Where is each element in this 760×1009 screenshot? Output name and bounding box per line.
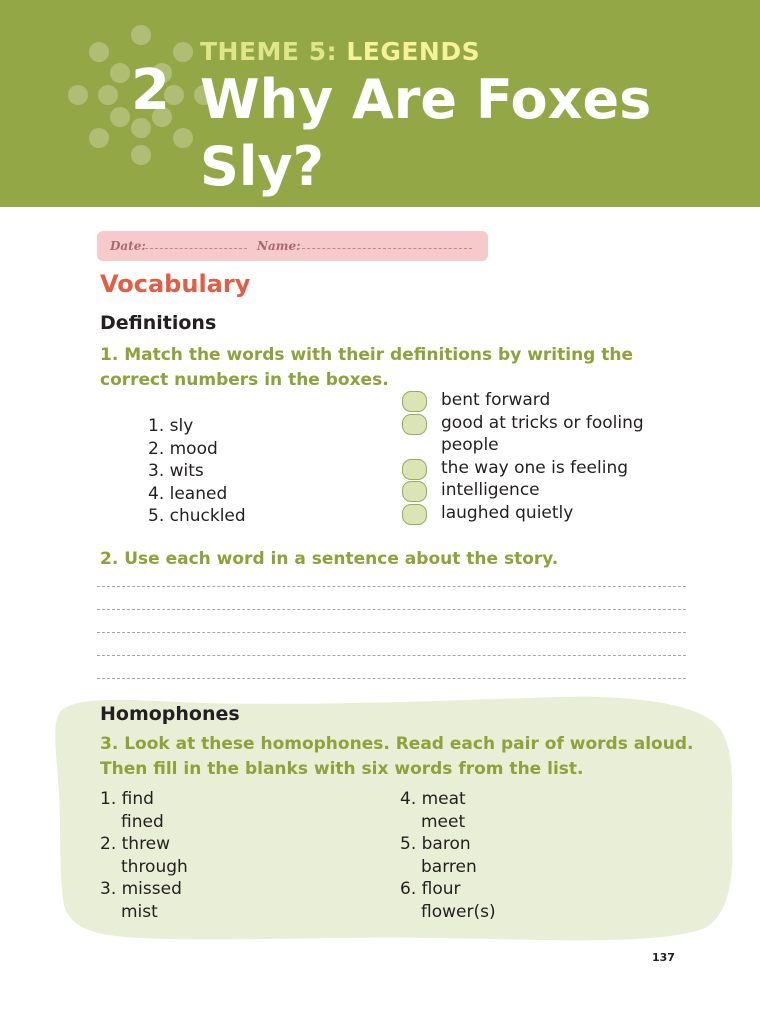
- word-item: 1. sly: [148, 416, 194, 436]
- homophone-word: 3. missed: [100, 879, 182, 899]
- homophone-word: 6. flour: [400, 879, 461, 899]
- date-label: Date:: [110, 239, 146, 253]
- homophone-word: through: [121, 856, 188, 877]
- definition-text: bent forward: [441, 390, 551, 410]
- homophone-list-right: [400, 788, 496, 923]
- homophone-word: 5. baron: [400, 834, 471, 854]
- definition-text: good at tricks or fooling: [441, 412, 644, 433]
- word-item: 3. wits: [148, 461, 204, 481]
- homophone-word: mist: [121, 901, 158, 922]
- homophone-list-left: [100, 788, 188, 923]
- homophones-heading: Homophones: [100, 703, 240, 725]
- lesson-number: 2: [131, 58, 170, 123]
- title-line-1: Why Are Foxes: [200, 68, 652, 131]
- homophone-word: flower(s): [421, 901, 496, 922]
- definitions-heading: Definitions: [100, 312, 217, 334]
- homophone-word: fined: [121, 811, 164, 832]
- title-line-2: Sly?: [200, 135, 324, 198]
- instruction-line-2: Then fill in the blanks with six words from the list.: [100, 759, 584, 779]
- definition-text: intelligence: [441, 480, 540, 500]
- instruction-line-1: 3. Look at these homophones. Read each pair of words aloud.: [100, 734, 694, 754]
- homophone-word: 4. meat: [400, 789, 466, 809]
- word-item: 4. leaned: [148, 483, 228, 504]
- definitions-instruction: 1. Match the words with their definitions by writing the correct numbers in the boxes.: [100, 345, 634, 390]
- definition-text: people: [441, 435, 499, 455]
- vocabulary-heading: Vocabulary: [100, 270, 251, 298]
- theme-prefix: THEME 5:: [200, 37, 338, 66]
- sentence-instruction: 2. Use each word in a sentence about the story.: [100, 549, 559, 569]
- page-number: 137: [652, 951, 675, 964]
- homophone-word: barren: [421, 856, 477, 877]
- definition-text: laughed quietly: [441, 502, 574, 523]
- homophone-word: 1. find: [100, 789, 154, 809]
- homophone-word: meet: [421, 811, 466, 832]
- word-item: 5. chuckled: [148, 506, 246, 526]
- definition-text: the way one is feeling: [441, 457, 629, 478]
- homophones-instruction: [100, 732, 720, 782]
- homophone-word: 2. threw: [100, 834, 171, 854]
- theme-name: LEGENDS: [346, 37, 481, 66]
- name-label: Name:: [257, 239, 301, 253]
- word-item: 2. mood: [148, 438, 218, 459]
